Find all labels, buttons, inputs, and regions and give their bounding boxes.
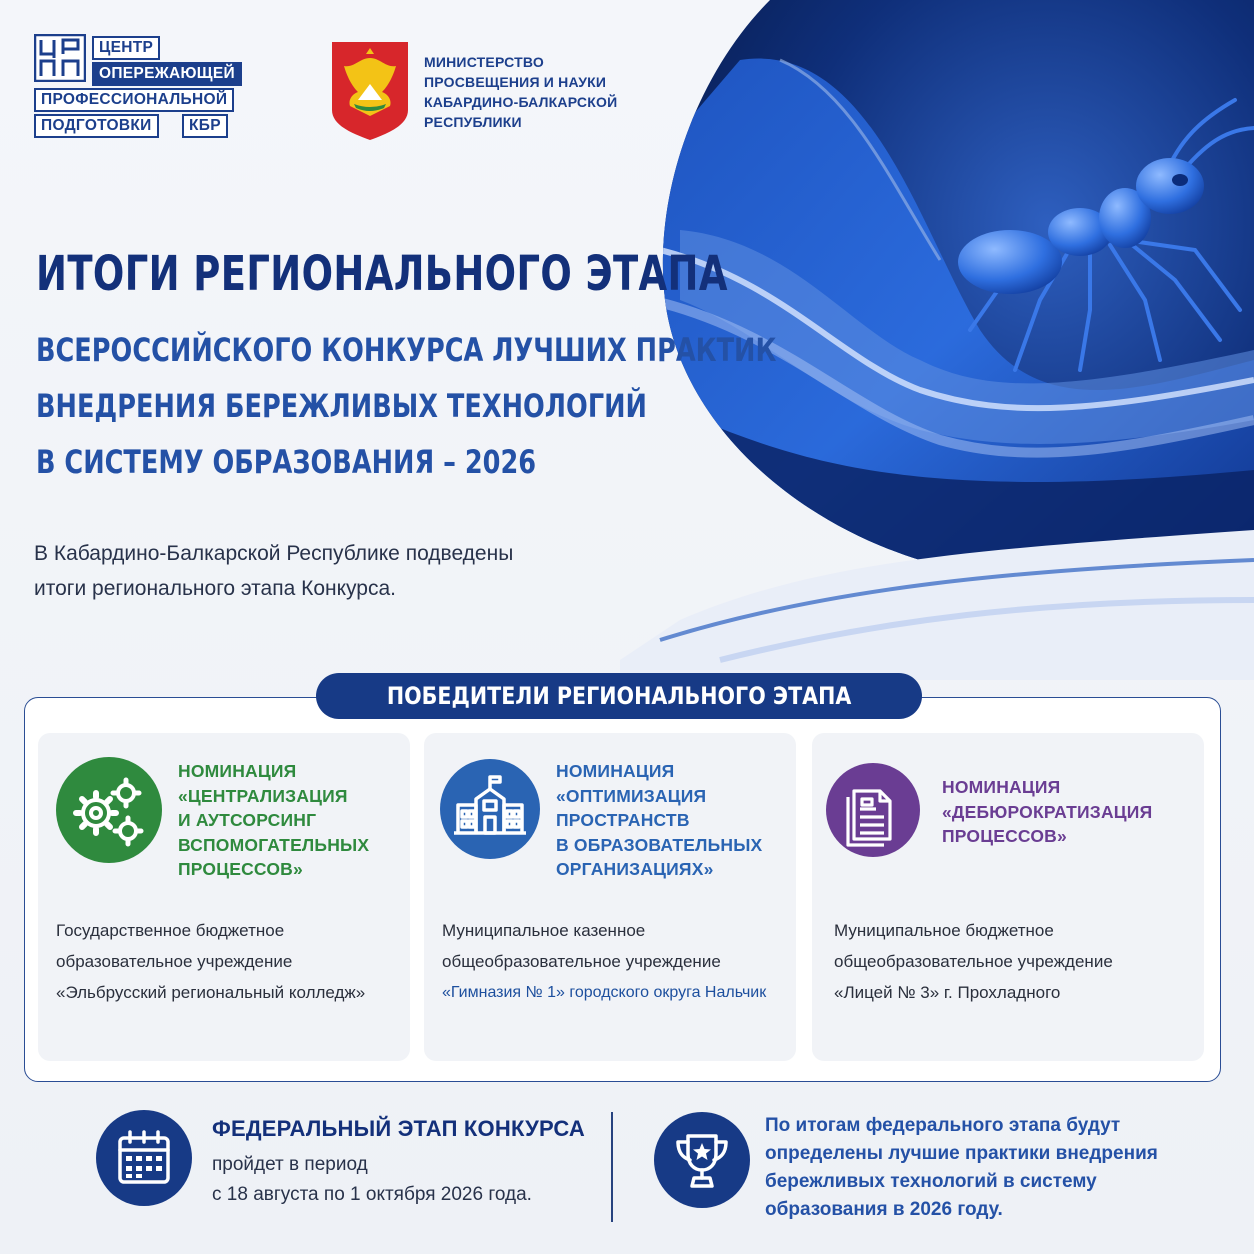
nomination-line: В ОБРАЗОВАТЕЛЬНЫХ bbox=[556, 834, 763, 855]
ministry-line-1: МИНИСТЕРСТВО bbox=[424, 54, 544, 70]
nomination-line: ПРОЦЕССОВ» bbox=[942, 826, 1067, 846]
winner-org-elbrus-college bbox=[56, 915, 365, 1008]
results-line: определены лучшие практики внедрения bbox=[765, 1143, 1158, 1164]
nomination-title-space-optimization bbox=[556, 759, 762, 882]
ministry-line-3: КАБАРДИНО-БАЛКАРСКОЙ bbox=[424, 94, 618, 110]
results-line: По итогам федерального этапа будут bbox=[765, 1115, 1121, 1136]
logo-line-kbr: КБР bbox=[182, 114, 228, 138]
federal-line: пройдет в период bbox=[212, 1154, 368, 1175]
coat-of-arms-icon bbox=[330, 40, 410, 140]
copp-kbr-logo bbox=[34, 34, 284, 144]
org-line: Муниципальное казенное bbox=[442, 921, 646, 940]
nomination-card-centralization bbox=[38, 733, 410, 1061]
logo-line-center: ЦЕНТР bbox=[92, 36, 160, 60]
logo-line-advanced: ОПЕРЕЖАЮЩЕЙ bbox=[92, 62, 242, 86]
org-line: общеобразовательное учреждение bbox=[442, 952, 721, 971]
results-announcement bbox=[765, 1112, 1158, 1224]
logo-line-professional: ПРОФЕССИОНАЛЬНОЙ bbox=[34, 88, 234, 112]
federal-line: с 18 августа по 1 октября 2026 года. bbox=[212, 1184, 532, 1205]
org-line: общеобразовательное учреждение bbox=[834, 952, 1113, 971]
results-line: бережливых технологий в систему bbox=[765, 1171, 1097, 1192]
org-line: «Эльбрусский региональный колледж» bbox=[56, 983, 366, 1002]
nomination-line: «ОПТИМИЗАЦИЯ bbox=[556, 785, 707, 806]
intro-text bbox=[34, 536, 513, 606]
subtitle-line-2: ВНЕДРЕНИЯ БЕРЕЖЛИВЫХ ТЕХНОЛОГИЙ bbox=[36, 387, 647, 425]
nomination-line: И АУТСОРСИНГ bbox=[178, 810, 317, 830]
subtitle-line-3: В СИСТЕМУ ОБРАЗОВАНИЯ – 2026 bbox=[36, 443, 537, 481]
federal-stage-period bbox=[212, 1150, 532, 1210]
winner-org-lyceum-3 bbox=[834, 915, 1113, 1008]
bottom-divider bbox=[611, 1112, 613, 1222]
nomination-title-debureaucratization bbox=[942, 775, 1152, 849]
page-title: ИТОГИ РЕГИОНАЛЬНОГО ЭТАПА bbox=[36, 246, 728, 302]
nomination-line: НОМИНАЦИЯ bbox=[942, 777, 1061, 797]
org-line: образовательное учреждение bbox=[56, 952, 293, 971]
nomination-line: НОМИНАЦИЯ bbox=[178, 761, 297, 781]
nomination-title-centralization bbox=[178, 759, 369, 882]
intro-line-1: В Кабардино-Балкарской Республике подведены bbox=[34, 542, 514, 565]
winner-org-gymnasium-1 bbox=[442, 915, 766, 1008]
winners-badge bbox=[316, 673, 922, 719]
ministry-line-4: РЕСПУБЛИКИ bbox=[424, 114, 522, 130]
org-line: «Гимназия № 1» городского округа Нальчик bbox=[442, 984, 767, 1001]
nomination-line: ВСПОМОГАТЕЛЬНЫХ bbox=[178, 834, 370, 855]
documents-icon bbox=[826, 763, 920, 857]
school-building-icon bbox=[440, 759, 540, 859]
nomination-line: ОРГАНИЗАЦИЯХ» bbox=[556, 859, 714, 879]
nomination-line: НОМИНАЦИЯ bbox=[556, 761, 675, 781]
nomination-line: ПРОСТРАНСТВ bbox=[556, 810, 690, 830]
nomination-line: «ЦЕНТРАЛИЗАЦИЯ bbox=[178, 785, 348, 806]
federal-stage-title: ФЕДЕРАЛЬНЫЙ ЭТАП КОНКУРСА bbox=[212, 1116, 585, 1141]
page-subtitle bbox=[36, 322, 776, 490]
logo-line-training: ПОДГОТОВКИ bbox=[34, 114, 159, 138]
nomination-line: «ДЕБЮРОКРАТИЗАЦИЯ bbox=[942, 801, 1153, 822]
intro-line-2: итоги регионального этапа Конкурса. bbox=[34, 577, 396, 600]
nomination-card-space-optimization bbox=[424, 733, 796, 1061]
ministry-logo bbox=[330, 40, 660, 142]
ministry-line-2: ПРОСВЕЩЕНИЯ И НАУКИ bbox=[424, 74, 607, 90]
calendar-icon bbox=[96, 1110, 192, 1206]
nomination-card-debureaucratization bbox=[812, 733, 1204, 1061]
copp-monogram-icon bbox=[34, 34, 86, 82]
results-line: образования в 2026 году. bbox=[765, 1199, 1003, 1220]
org-line: «Лицей № 3» г. Прохладного bbox=[834, 983, 1061, 1002]
org-line: Государственное бюджетное bbox=[56, 921, 285, 940]
trophy-icon bbox=[654, 1112, 750, 1208]
winners-badge-label: ПОБЕДИТЕЛИ РЕГИОНАЛЬНОГО ЭТАПА bbox=[386, 682, 852, 710]
nomination-line: ПРОЦЕССОВ» bbox=[178, 859, 303, 879]
subtitle-line-1: ВСЕРОССИЙСКОГО КОНКУРСА ЛУЧШИХ ПРАКТИК bbox=[36, 331, 777, 369]
org-line: Муниципальное бюджетное bbox=[834, 921, 1054, 940]
gears-icon bbox=[56, 757, 162, 863]
